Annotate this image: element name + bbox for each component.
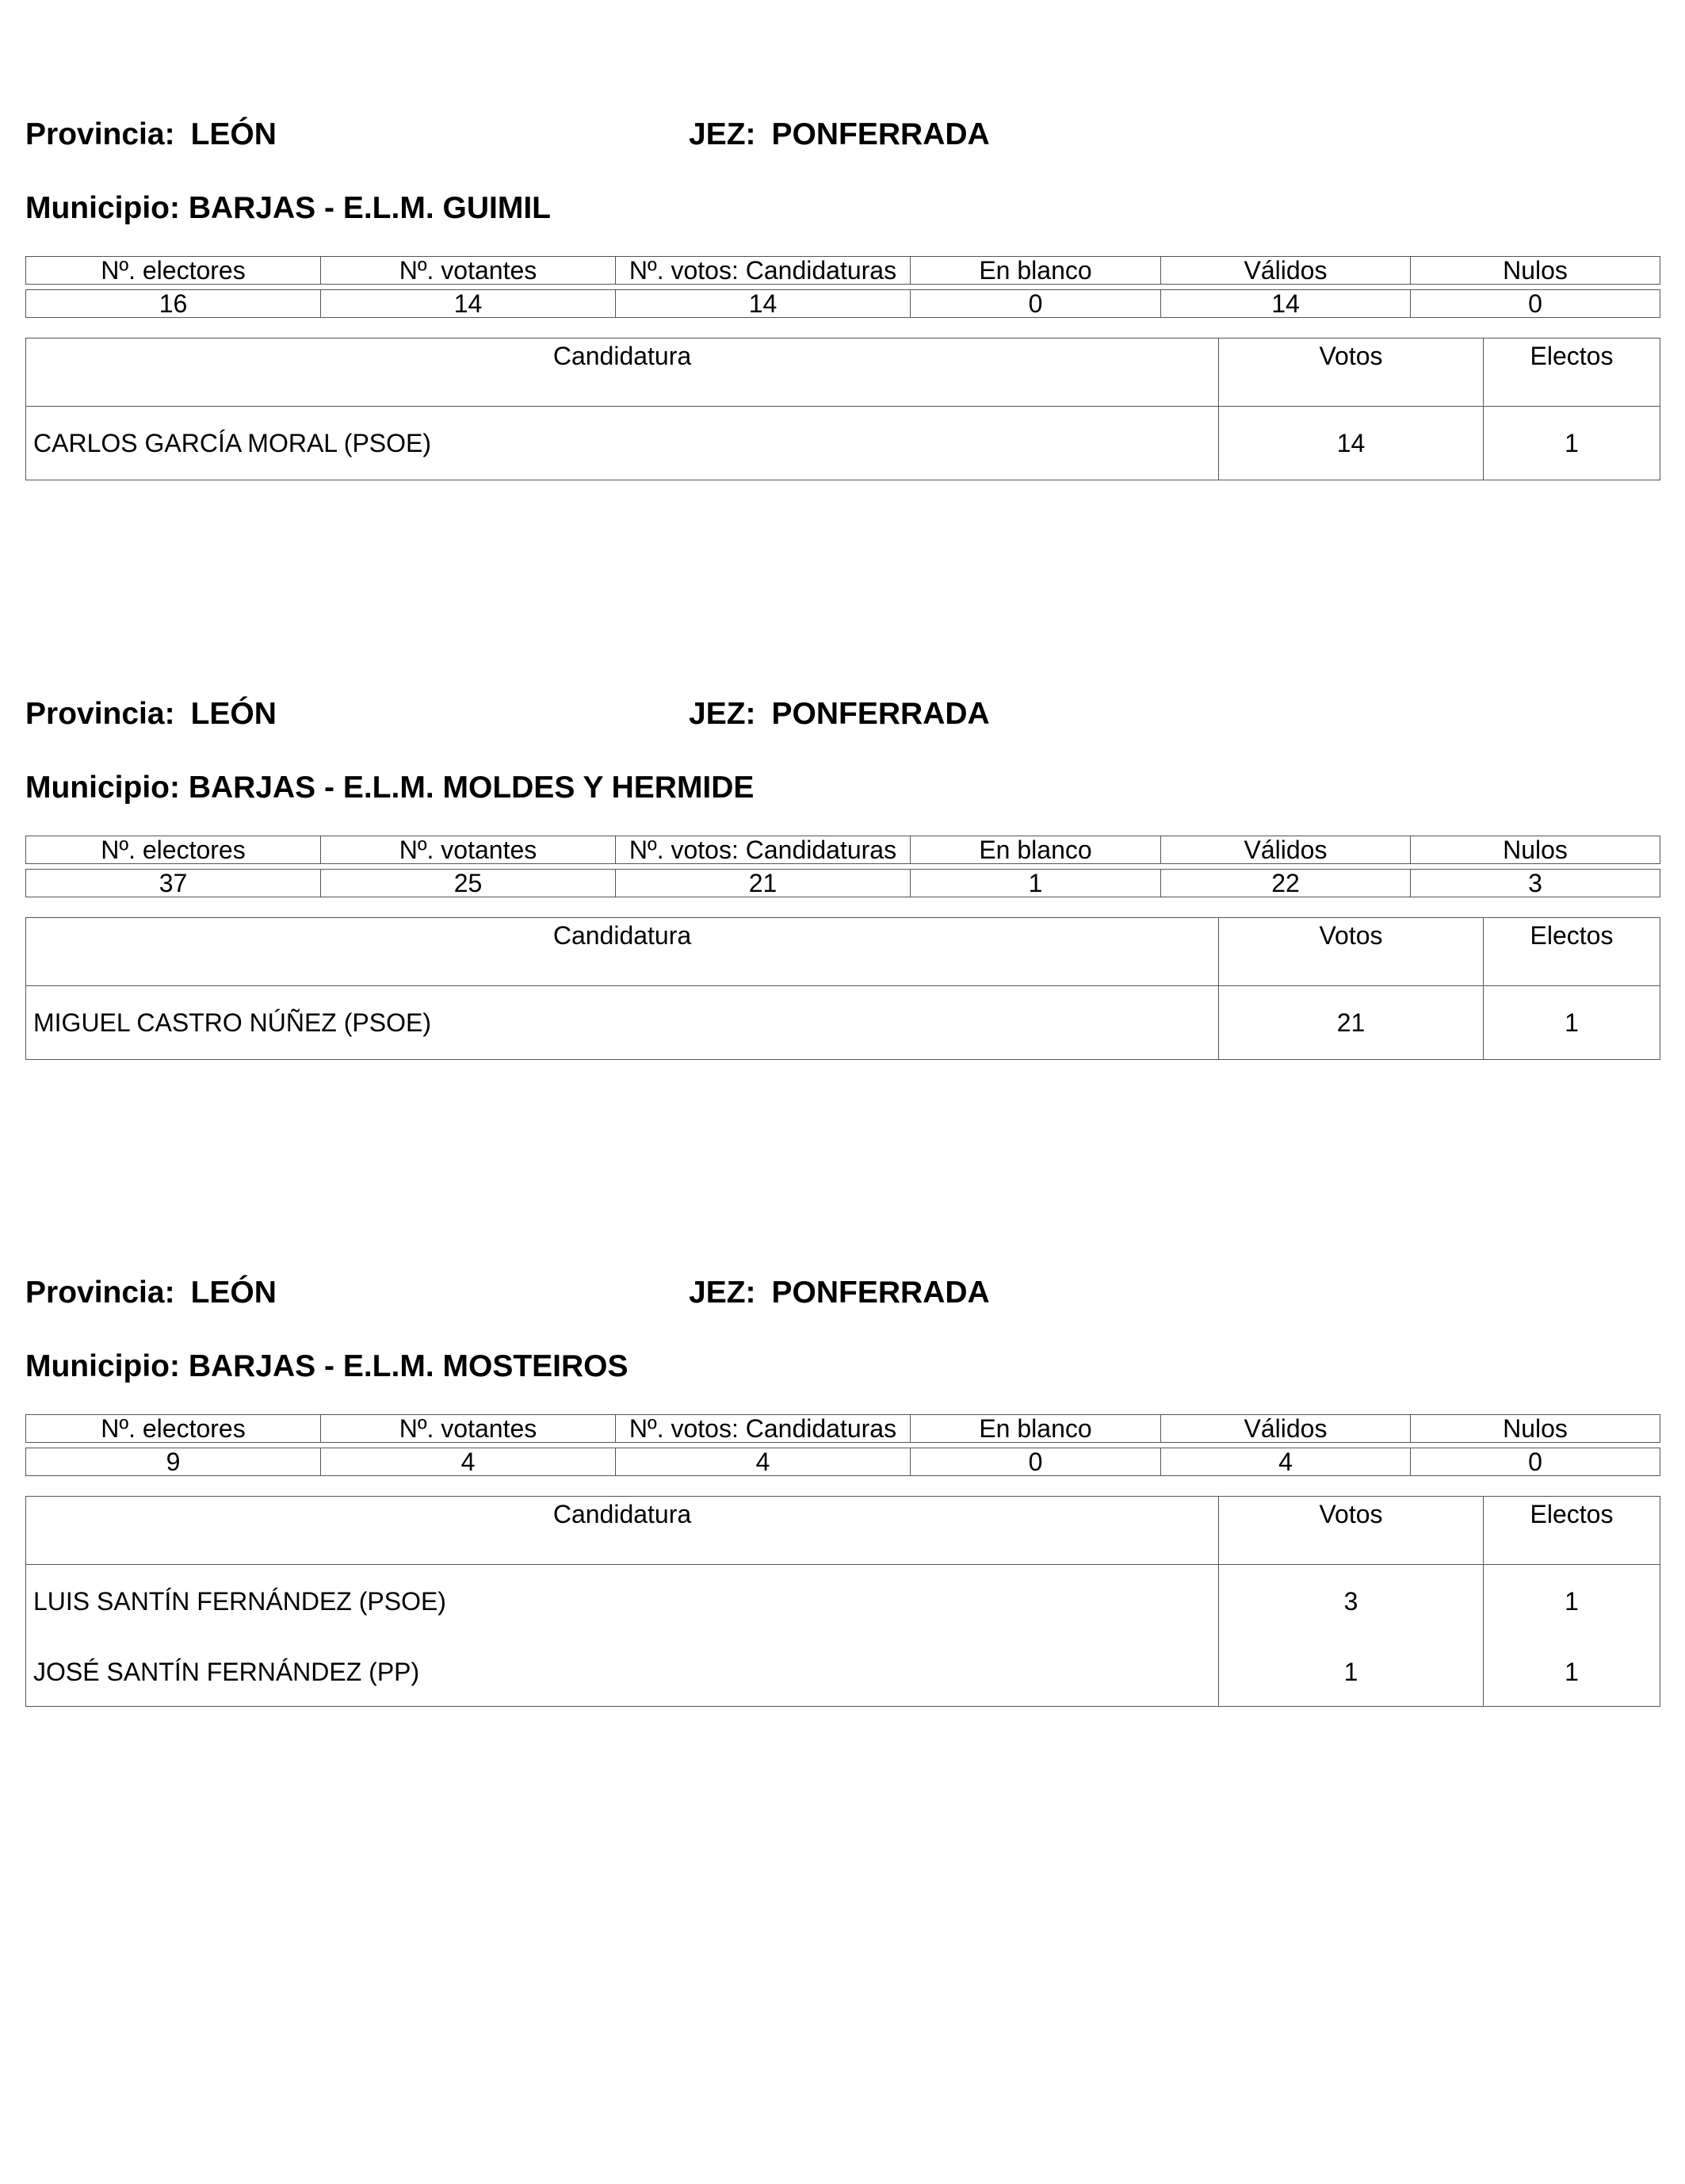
value-electores: 16 [26,290,321,318]
value-nulos: 3 [1411,870,1660,897]
value-votantes: 14 [321,290,616,318]
jez-label: JEZ: [689,1276,756,1310]
header-electos: Electos [1484,1497,1660,1565]
header-candidatura: Candidatura [26,1497,1219,1565]
candidate-electos: 1 [1484,1565,1660,1639]
value-en-blanco: 0 [911,1448,1161,1476]
header-electores: Nº. electores [26,257,321,285]
header-nulos: Nulos [1411,1415,1660,1443]
candidate-name: MIGUEL CASTRO NÚÑEZ (PSOE) [26,986,1219,1060]
candidate-electos: 1 [1484,1638,1660,1707]
municipio-value: BARJAS - E.L.M. MOSTEIROS [188,1349,629,1383]
header-en-blanco: En blanco [911,257,1161,285]
candidates-table [25,338,1660,480]
candidates-header-row [26,339,1660,407]
value-validos: 4 [1161,1448,1411,1476]
jez-value: PONFERRADA [771,697,990,731]
value-nulos: 0 [1411,290,1660,318]
header-electos: Electos [1484,339,1660,407]
header-validos: Válidos [1161,836,1411,864]
candidates-header-row [26,918,1660,986]
header-votos: Votos [1219,1497,1484,1565]
value-en-blanco: 0 [911,290,1161,318]
provincia-value: LEÓN [190,1276,277,1310]
municipio-line [25,1347,629,1387]
header-validos: Válidos [1161,1415,1411,1443]
stats-header-row [26,257,1660,285]
candidate-electos: 1 [1484,407,1660,480]
jez-value: PONFERRADA [771,1276,990,1310]
candidate-name: LUIS SANTÍN FERNÁNDEZ (PSOE) [26,1565,1219,1639]
value-nulos: 0 [1411,1448,1660,1476]
stats-header-row [26,1415,1660,1443]
header-votantes: Nº. votantes [321,1415,616,1443]
value-votos-candidaturas: 4 [616,1448,911,1476]
candidate-name: JOSÉ SANTÍN FERNÁNDEZ (PP) [26,1638,1219,1707]
provincia-value: LEÓN [190,697,277,731]
header-en-blanco: En blanco [911,836,1161,864]
stats-value-row [26,290,1660,318]
jez-value: PONFERRADA [771,117,990,151]
candidate-row [26,407,1660,480]
header-nulos: Nulos [1411,257,1660,285]
candidates-header-row [26,1497,1660,1565]
municipio-value: BARJAS - E.L.M. MOLDES Y HERMIDE [188,771,755,805]
municipio-value: BARJAS - E.L.M. GUIMIL [188,191,551,225]
stats-value-row [26,1448,1660,1476]
jez-label: JEZ: [689,117,756,151]
value-en-blanco: 1 [911,870,1161,897]
header-en-blanco: En blanco [911,1415,1161,1443]
header-votos-candidaturas: Nº. votos: Candidaturas [616,257,911,285]
provincia-label: Provincia: [25,1276,175,1310]
value-electores: 9 [26,1448,321,1476]
value-votantes: 25 [321,870,616,897]
municipio-line [25,768,754,808]
value-votantes: 4 [321,1448,616,1476]
stats-table [25,256,1660,318]
municipio-line [25,189,551,228]
stats-value-row [26,870,1660,897]
municipio-label: Municipio: [25,191,180,225]
provincia-label: Provincia: [25,117,175,151]
candidate-votos: 1 [1219,1638,1484,1707]
candidate-name: CARLOS GARCÍA MORAL (PSOE) [26,407,1219,480]
candidates-table [25,1496,1660,1707]
header-electores: Nº. electores [26,836,321,864]
jez-label: JEZ: [689,697,756,731]
value-validos: 22 [1161,870,1411,897]
municipio-label: Municipio: [25,771,180,805]
header-validos: Válidos [1161,257,1411,285]
header-votantes: Nº. votantes [321,836,616,864]
stats-header-row [26,836,1660,864]
header-votantes: Nº. votantes [321,257,616,285]
stats-table [25,836,1660,897]
provincia-label: Provincia: [25,697,175,731]
municipio-label: Municipio: [25,1349,180,1383]
value-votos-candidaturas: 14 [616,290,911,318]
candidate-votos: 3 [1219,1565,1484,1639]
header-electores: Nº. electores [26,1415,321,1443]
header-candidatura: Candidatura [26,339,1219,407]
candidate-row [26,986,1660,1060]
province-line [25,694,1660,734]
candidates-table [25,917,1660,1060]
candidate-row [26,1638,1660,1707]
value-electores: 37 [26,870,321,897]
candidate-votos: 14 [1219,407,1484,480]
header-electos: Electos [1484,918,1660,986]
header-votos-candidaturas: Nº. votos: Candidaturas [616,1415,911,1443]
header-votos: Votos [1219,339,1484,407]
header-nulos: Nulos [1411,836,1660,864]
province-line [25,1273,1660,1313]
value-votos-candidaturas: 21 [616,870,911,897]
header-candidatura: Candidatura [26,918,1219,986]
candidate-row [26,1565,1660,1639]
candidate-electos: 1 [1484,986,1660,1060]
value-validos: 14 [1161,290,1411,318]
candidate-votos: 21 [1219,986,1484,1060]
header-votos-candidaturas: Nº. votos: Candidaturas [616,836,911,864]
province-line [25,115,1660,155]
stats-table [25,1414,1660,1476]
provincia-value: LEÓN [190,117,277,151]
header-votos: Votos [1219,918,1484,986]
